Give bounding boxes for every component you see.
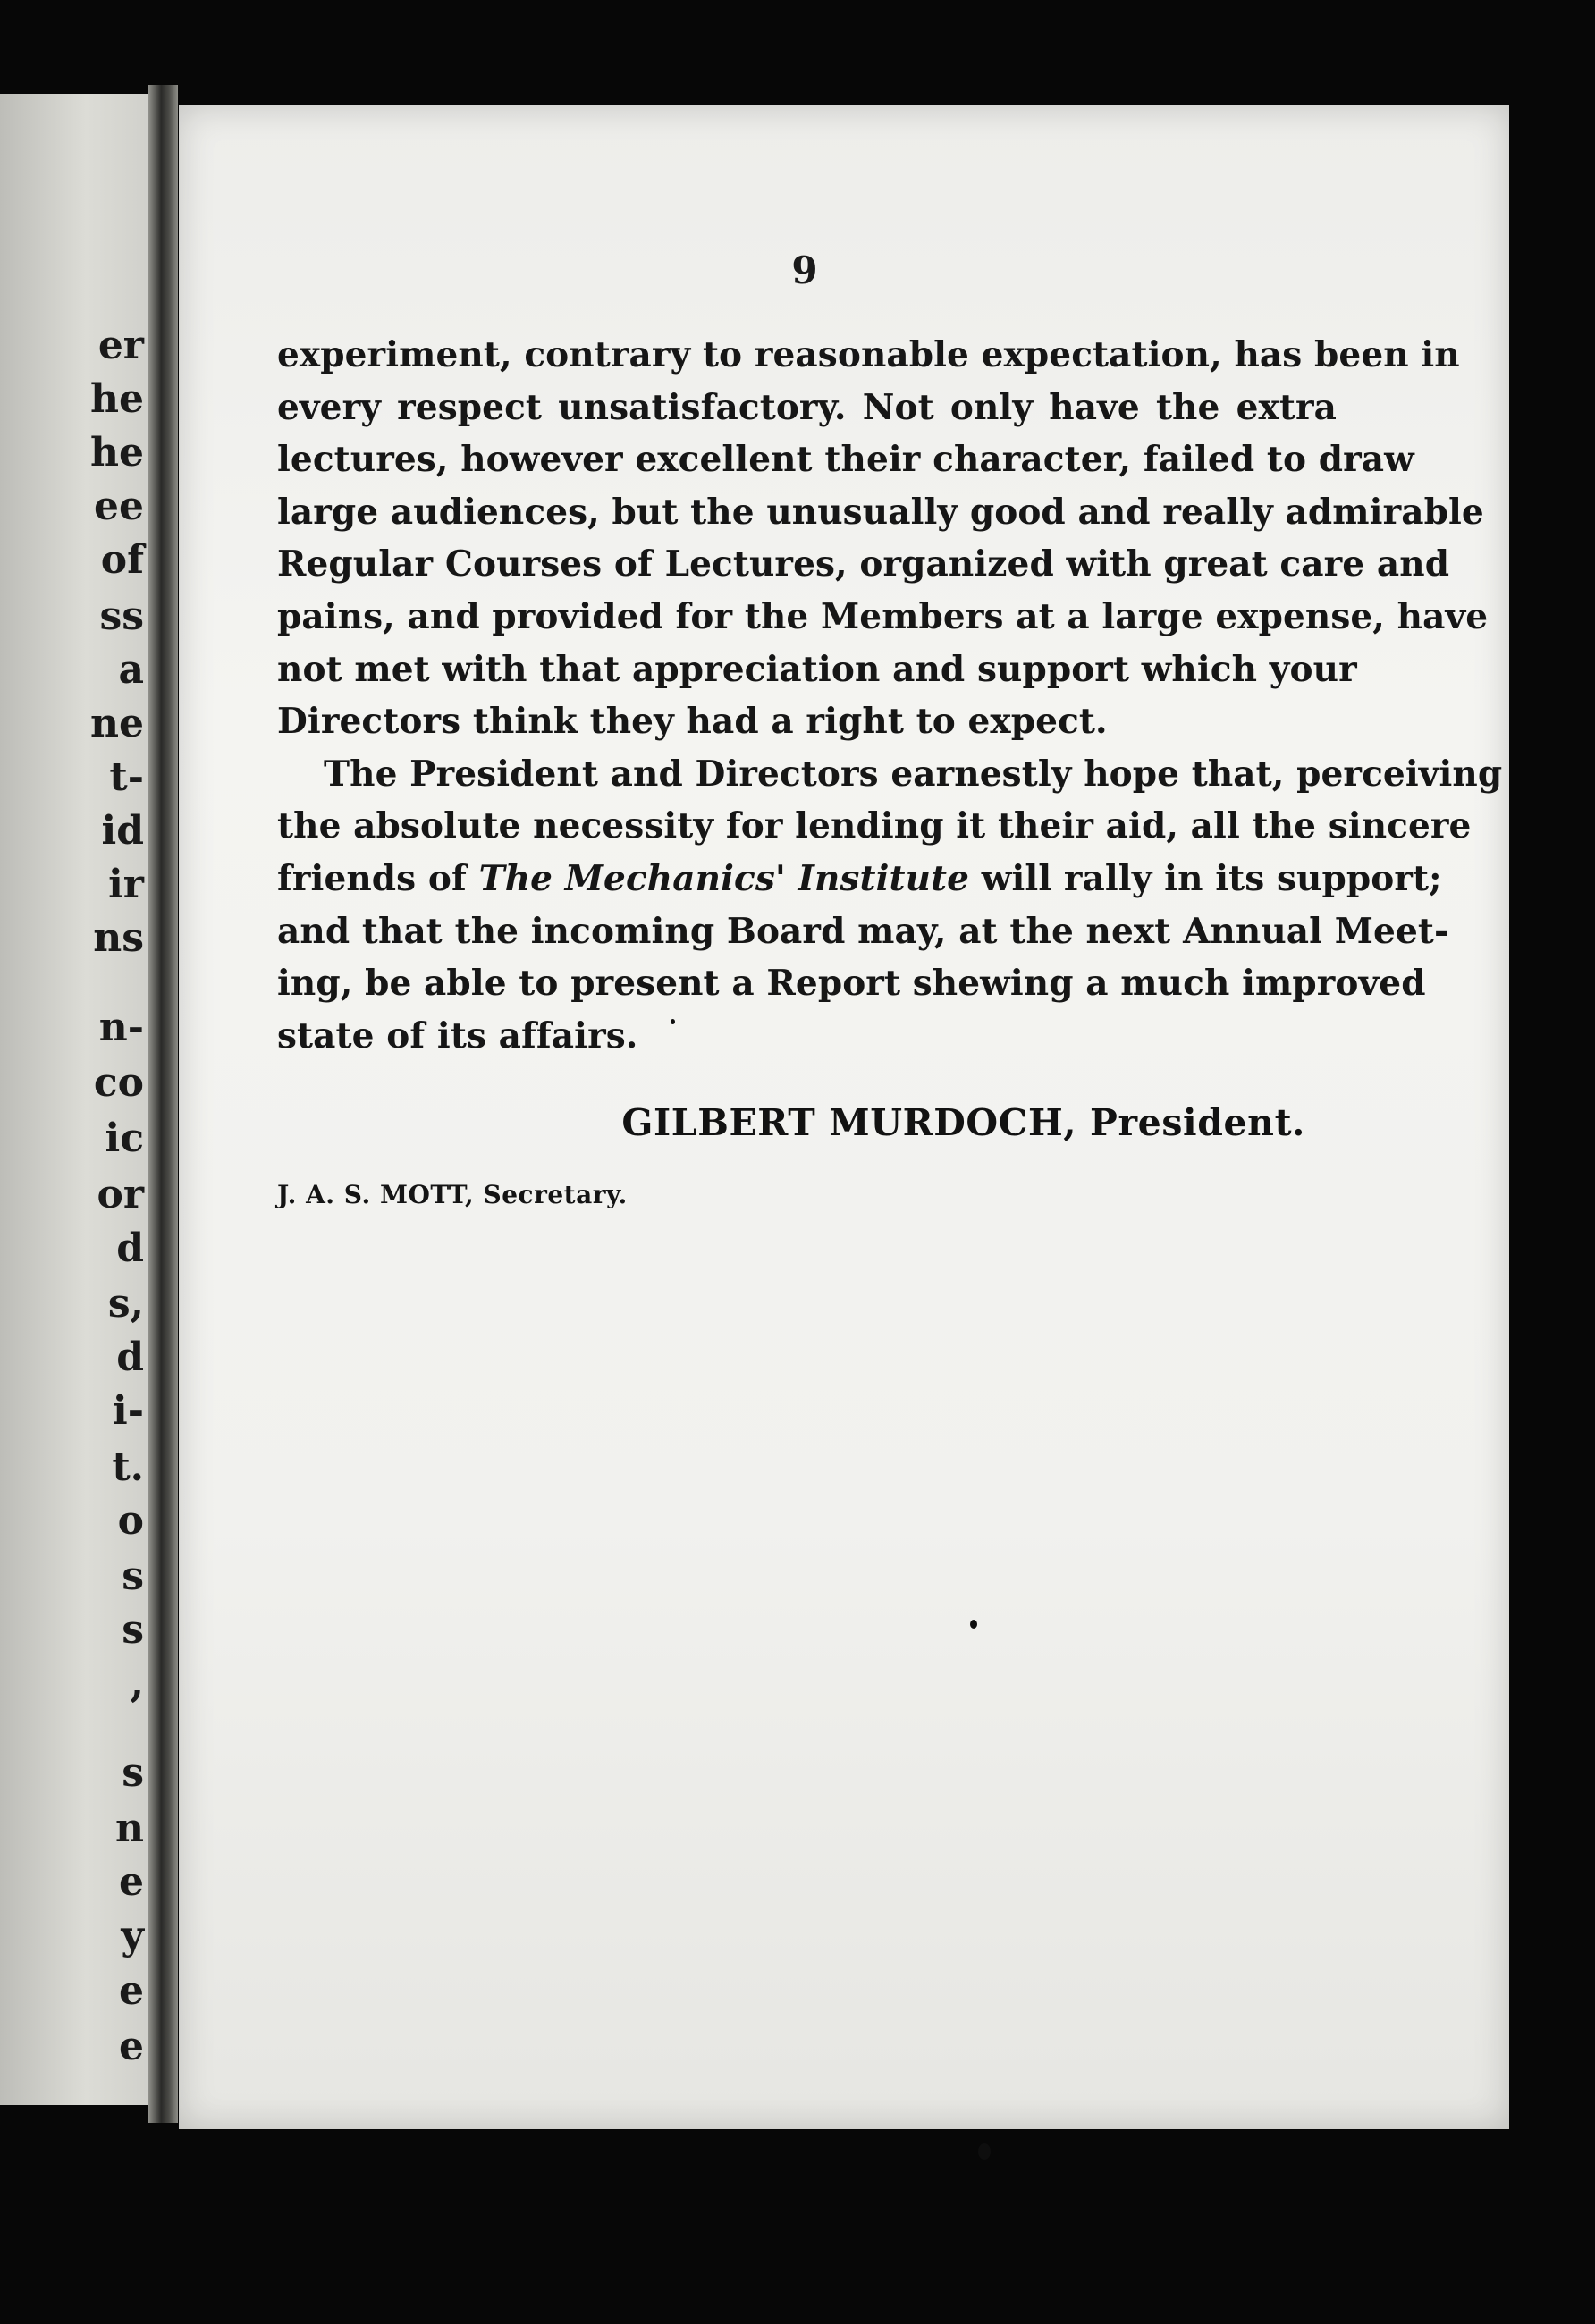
text-line: The President and Directors earnestly hope that, perceiving bbox=[324, 753, 1503, 795]
ink-speck bbox=[970, 1620, 977, 1629]
left-page-fragment: er bbox=[97, 323, 144, 368]
left-page-fragment: or bbox=[97, 1172, 144, 1217]
left-page-fragment: co bbox=[93, 1060, 144, 1106]
left-page-fragment: id bbox=[101, 808, 144, 854]
left-page-fragment: ir bbox=[108, 862, 144, 907]
text-line: pains, and provided for the Members at a large expense, have bbox=[277, 595, 1489, 637]
text-line: lectures, however excellent their character, failed to draw bbox=[277, 439, 1414, 481]
left-page-fragment: , bbox=[130, 1661, 144, 1706]
italic-title: The Mechanics' Institute bbox=[478, 857, 970, 899]
text-line: ing, be able to present a Report shewing a much improved bbox=[277, 963, 1426, 1005]
left-page-fragment: ns bbox=[93, 915, 144, 961]
text-line-part: will rally in its support; bbox=[969, 857, 1442, 899]
left-page-fragment: s bbox=[122, 1607, 144, 1653]
body-text bbox=[277, 329, 1503, 1062]
left-page-fragment: he bbox=[90, 376, 144, 422]
left-page-fragment: s, bbox=[107, 1281, 144, 1326]
ink-speck bbox=[671, 1019, 675, 1024]
left-page-fragment: ne bbox=[90, 701, 144, 746]
left-page-fragment: t. bbox=[112, 1444, 144, 1490]
left-page-fragment: t- bbox=[109, 754, 144, 800]
left-page-fragment: a bbox=[118, 647, 144, 693]
left-page-fragment: n bbox=[115, 1806, 144, 1851]
left-page-fragment: d bbox=[116, 1225, 144, 1271]
left-page-fragment: e bbox=[119, 1968, 144, 2014]
signature-president: GILBERT MURDOCH, President. bbox=[621, 1101, 1305, 1144]
left-page-fragment: o bbox=[117, 1498, 144, 1544]
left-page-fragment: s bbox=[122, 1554, 144, 1599]
left-page-fragment: ss bbox=[99, 594, 144, 639]
left-page-fragment: d bbox=[116, 1335, 144, 1380]
left-page-fragment: n- bbox=[98, 1005, 144, 1050]
left-page-fragment: s bbox=[122, 1750, 144, 1796]
left-page-fragment: i- bbox=[113, 1388, 144, 1434]
text-line: Directors think they had a right to expect. bbox=[277, 701, 1108, 743]
left-page-fragment: of bbox=[100, 537, 144, 583]
text-line-part: friends of bbox=[277, 857, 479, 899]
page-number: 9 bbox=[791, 248, 818, 292]
text-line: every respect unsatisfactory. Not only have the extra bbox=[277, 386, 1337, 428]
text-line: and that the incoming Board may, at the next Annual Meet- bbox=[277, 910, 1449, 952]
text-line: the absolute necessity for lending it their aid, all the sincere bbox=[277, 805, 1472, 847]
left-page-fragment: he bbox=[90, 430, 144, 476]
left-page-sliver bbox=[0, 94, 156, 2105]
text-line: experiment, contrary to reasonable expectation, has been in bbox=[277, 334, 1460, 375]
text-line: large audiences, but the unusually good and really admirable bbox=[277, 491, 1484, 533]
signature-secretary: J. A. S. MOTT, Secretary. bbox=[277, 1180, 628, 1209]
text-line: Regular Courses of Lectures, organized with great care and bbox=[277, 543, 1450, 585]
left-page-fragment: ee bbox=[94, 484, 144, 529]
book-gutter bbox=[148, 85, 178, 2123]
paragraph-2 bbox=[277, 748, 1503, 1063]
left-page-fragment: y bbox=[121, 1913, 144, 1958]
ink-speck bbox=[978, 2143, 991, 2160]
left-page-fragment: e bbox=[119, 1859, 144, 1905]
left-page-fragment: ic bbox=[105, 1116, 144, 1161]
text-line: state of its affairs. bbox=[277, 1015, 638, 1057]
text-line bbox=[277, 853, 1442, 905]
paragraph-1 bbox=[277, 329, 1489, 748]
text-line: not met with that appreciation and support which your bbox=[277, 648, 1357, 690]
left-page-fragment: e bbox=[119, 2024, 144, 2069]
